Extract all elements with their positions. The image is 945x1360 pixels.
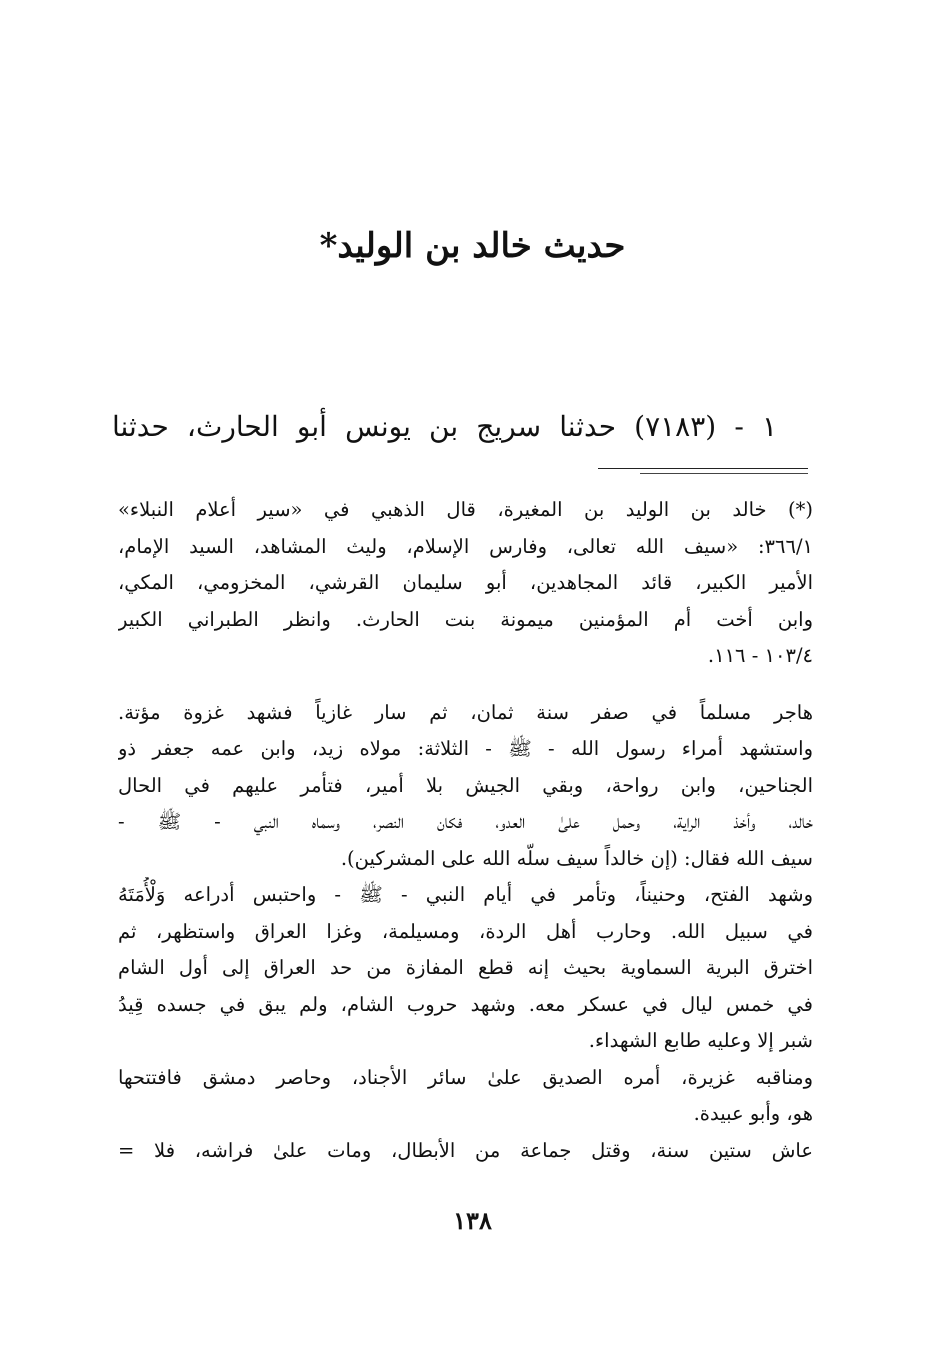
bio-line: سيف الله فقال: (إن خالداً سيف سلّه الله على المشركين). xyxy=(340,846,813,870)
hadith-opening-line: ١ - (٧١٨٣) حدثنا سريج بن يونس أبو الحارث، حدثنا xyxy=(112,410,777,443)
footnote-line: (*) خالد بن الوليد بن المغيرة، قال الذهبي في «سير أعلام النبلاء» xyxy=(118,498,813,521)
bio-line: عاش ستين سنة، وقتل جماعة من الأبطال، ومات علىٰ فراشه، فلا = xyxy=(118,1138,813,1162)
footnote-separator-secondary xyxy=(640,473,808,474)
bio-line: خالد، وأخذ الراية، وحمل علىٰ العدو، فكان النصر، وسماه النبي - ﷺ - xyxy=(118,810,813,833)
bio-line: الجناحين، وابن رواحة، وبقي الجيش بلا أمير، فتأمر عليهم في الحال xyxy=(118,773,813,797)
footnote-line: ٣٦٦/١: «سيف الله تعالى، وفارس الإسلام، وليث المشاهد، السيد الإمام، xyxy=(118,534,813,558)
bio-line: واستشهد أمراء رسول الله - ﷺ - الثلاثة: مولاه زيد، وابن عمه جعفر ذو xyxy=(118,737,813,760)
bio-line: هاجر مسلماً في صفر سنة ثمان، ثم سار غازياً فشهد غزوة مؤتة. xyxy=(118,700,813,724)
footnote-block xyxy=(118,492,813,1169)
bio-line: في سبيل الله. وحارب أهل الردة، ومسيلمة، وغزا العراق واستظهر، ثم xyxy=(118,919,813,943)
bio-line: شبر إلا وعليه طابع الشهداء. xyxy=(588,1029,813,1052)
footnote-line: وابن أخت أم المؤمنين ميمونة بنت الحارث. وانظر الطبراني الكبير xyxy=(118,607,813,631)
paragraph-gap xyxy=(118,675,813,695)
bio-line: اخترق البرية السماوية بحيث إنه قطع المفازة من حد العراق إلى أول الشام xyxy=(118,956,813,979)
footnote-line: الأمير الكبير، قائد المجاهدين، أبو سليمان القرشي، المخزومي، المكي، xyxy=(118,571,813,594)
bio-line: هو، وأبو عبيدة. xyxy=(693,1102,813,1125)
page-number: ١٣٨ xyxy=(453,1206,492,1235)
footnote-line: ١٠٣/٤ - ١١٦. xyxy=(707,644,813,667)
bio-line: في خمس ليال في عسكر معه. وشهد حروب الشام، ولم يبق في جسده قِيدُ xyxy=(118,992,813,1016)
bio-line: وشهد الفتح، وحنيناً، وتأمر في أيام النبي - ﷺ - واحتبس أدراعه وَلْأُمَتَهُ xyxy=(118,883,813,906)
footnote-separator xyxy=(598,468,808,469)
chapter-title: حديث خالد بن الوليد* xyxy=(319,226,626,266)
bio-line: ومناقبه غزيرة، أمره الصديق علىٰ سائر الأجناد، وحاصر دمشق فافتتحها xyxy=(118,1065,813,1089)
